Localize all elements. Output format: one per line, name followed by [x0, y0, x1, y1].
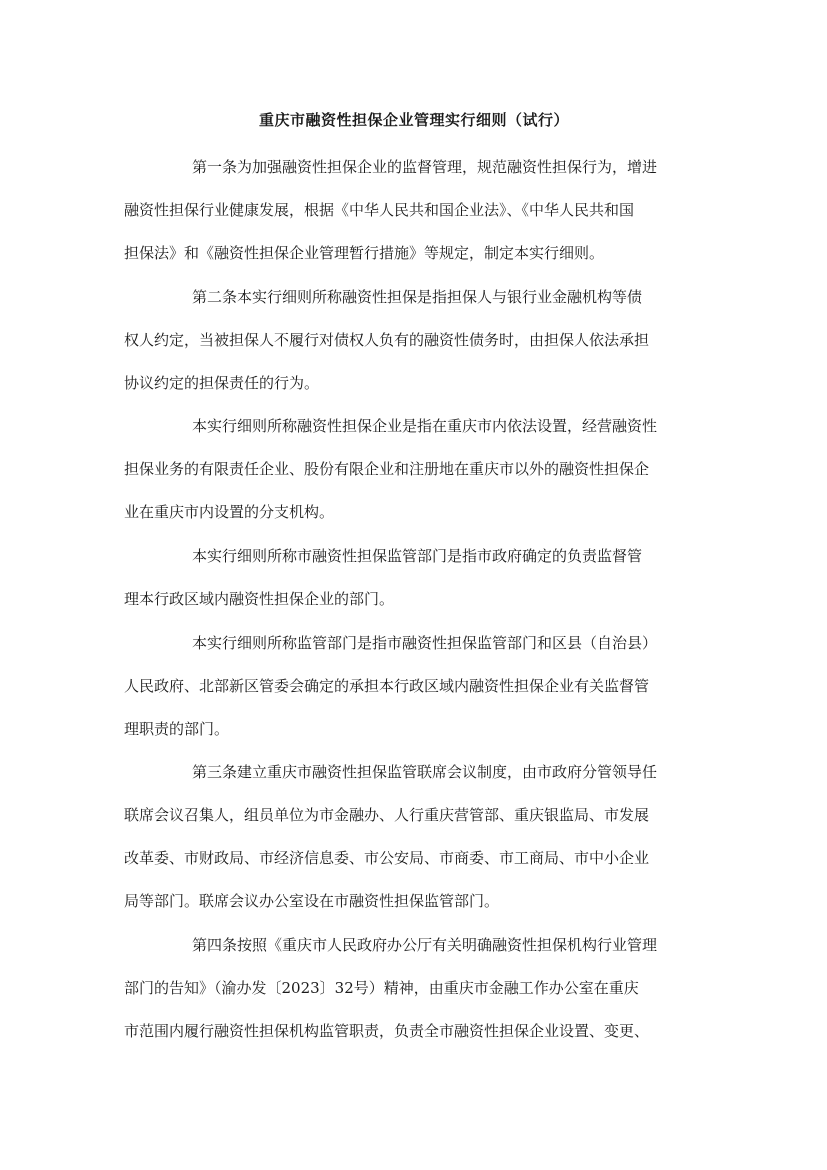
document-title: 重庆市融资性担保企业管理实行细则（试行） — [258, 111, 569, 129]
text-line: 部门的告知》（渝办发〔2023〕32号）精神，由重庆市金融工作办公室在重庆 — [124, 979, 639, 997]
text-line: 局等部门。联席会议办公室设在市融资性担保监管部门。 — [124, 892, 500, 910]
text-line: 理职责的部门。 — [124, 720, 230, 738]
text-line: 本实行细则所称监管部门是指市融资性担保监管部门和区县（自治县） — [192, 634, 658, 652]
text-line: 人民政府、北部新区管委会确定的承担本行政区域内融资性担保企业有关监督管 — [124, 677, 650, 695]
text-line: 第四条按照《重庆市人民政府办公厅有关明确融资性担保机构行业管理 — [192, 936, 658, 954]
paragraph-article-3 — [124, 751, 704, 923]
paragraph-article-2 — [124, 276, 704, 405]
text-line: 第二条本实行细则所称融资性担保是指担保人与银行业金融机构等债 — [192, 288, 643, 306]
paragraph-definition-enterprise — [124, 405, 704, 534]
text-line: 联席会议召集人，组员单位为市金融办、人行重庆营管部、重庆银监局、市发展 — [124, 806, 650, 824]
paragraph-definition-city-department — [124, 535, 704, 621]
text-line: 本实行细则所称融资性担保企业是指在重庆市内依法设置，经营融资性 — [192, 417, 658, 435]
text-line: 理本行政区域内融资性担保企业的部门。 — [124, 590, 395, 608]
text-line: 本实行细则所称市融资性担保监管部门是指市政府确定的负责监督管 — [192, 547, 643, 565]
text-line: 权人约定，当被担保人不履行对债权人负有的融资性债务时，由担保人依法承担 — [124, 331, 650, 349]
paragraph-article-1 — [124, 146, 704, 275]
text-line: 协议约定的担保责任的行为。 — [124, 374, 320, 392]
text-line: 第三条建立重庆市融资性担保监管联席会议制度，由市政府分管领导任 — [192, 763, 658, 781]
paragraph-definition-department — [124, 622, 704, 751]
text-line: 第一条为加强融资性担保企业的监督管理，规范融资性担保行为，增进 — [192, 158, 658, 176]
text-line: 担保法》和《融资性担保企业管理暂行措施》等规定，制定本实行细则。 — [124, 244, 605, 262]
text-line: 担保业务的有限责任企业、股份有限企业和注册地在重庆市以外的融资性担保企 — [124, 460, 650, 478]
text-line: 融资性担保行业健康发展，根据《中华人民共和国企业法》、《中华人民共和国 — [124, 201, 635, 219]
text-line: 改革委、市财政局、市经济信息委、市公安局、市商委、市工商局、市中小企业 — [124, 849, 650, 867]
text-line: 业在重庆市内设置的分支机构。 — [124, 503, 335, 521]
paragraph-article-4 — [124, 924, 704, 1053]
text-line: 市范围内履行融资性担保机构监管职责，负责全市融资性担保企业设置、变更、 — [124, 1022, 650, 1040]
